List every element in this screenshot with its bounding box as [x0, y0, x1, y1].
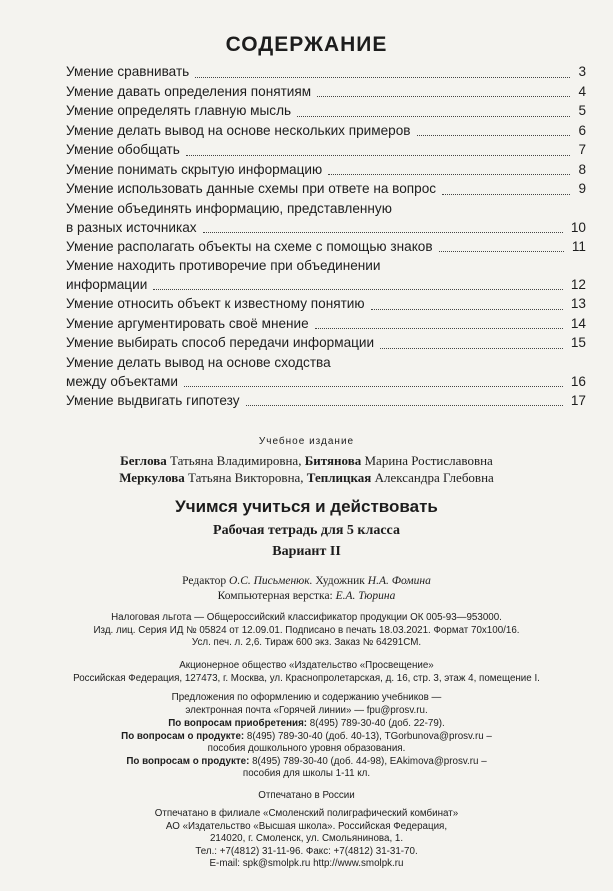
toc-entry — [66, 101, 586, 121]
toc-page-number: 14 — [570, 315, 586, 331]
toc-leader-dots — [195, 77, 570, 78]
artist-label: Художник — [315, 575, 365, 587]
publisher-line: Российская Федерация, 127473, г. Москва, ул. Краснопролетарская, д. 16, стр. 3, этаж 4, помещение I. — [73, 672, 540, 684]
toc-leader-dots — [203, 232, 563, 233]
tax-line: Изд. лиц. Серия ИД № 05824 от 12.09.01. Подписано в печать 18.03.2021. Формат 70x100/16. — [93, 624, 520, 636]
printer-line: АО «Издательство «Высшая школа». Российская Федерация, — [165, 820, 448, 832]
toc-entry-text: в разных источниках — [66, 219, 197, 235]
toc-leader-dots — [371, 309, 563, 310]
toc-entry-text: Умение делать вывод на основе нескольких примеров — [66, 122, 411, 138]
toc-entry-text: Умение аргументировать своё мнение — [66, 315, 309, 331]
proposals-line: электронная почта «Горячей линии» — fpu@prosv.ru. — [185, 704, 428, 716]
toc-page-number: 3 — [578, 64, 586, 79]
toc-entry-text: Умение объединять информацию, представленную — [66, 200, 392, 216]
author-last-name: Меркулова — [119, 470, 185, 485]
author-first-name: Марина Ростиславовна — [364, 453, 493, 468]
toc-leader-dots — [328, 174, 570, 175]
toc-page-number: 13 — [570, 296, 586, 311]
artist-name: Н.А. Фомина — [367, 575, 431, 587]
toc-entry-text: Умение обобщать — [66, 142, 180, 157]
toc-leader-dots — [439, 251, 564, 252]
toc-leader-dots — [442, 194, 570, 195]
toc-entry — [66, 294, 586, 314]
toc-leader-dots — [186, 155, 571, 156]
toc-entry-text: Умение относить объект к известному понятию — [66, 296, 365, 311]
toc-entry-text: Умение располагать объекты на схеме с помощью знаков — [66, 238, 433, 254]
toc-page-number: 7 — [578, 142, 586, 157]
book-variant: Вариант II — [272, 544, 341, 559]
printer-line: 214020, г. Смоленск, ул. Смольянинова, 1. — [209, 833, 404, 844]
toc-entry-text: Умение выбирать способ передачи информации — [66, 335, 375, 350]
toc-page-number: 12 — [570, 277, 586, 292]
product-label: По вопросам о продукте: — [126, 755, 250, 767]
author-first-name: Татьяна Владимировна, — [170, 453, 302, 468]
toc-page-number: 15 — [570, 335, 586, 350]
purchase-phone: 8(495) 789-30-40 (доб. 22-79). — [309, 718, 445, 729]
toc-entry-text: Умение определять главную мысль — [66, 103, 292, 118]
toc-leader-dots — [184, 386, 563, 387]
toc-entry-text: Умение использовать данные схемы при ответе на вопрос — [66, 181, 437, 196]
toc-entry — [66, 140, 586, 160]
toc-entry-text: Умение давать определения понятиям — [66, 83, 312, 99]
toc-page-number: 17 — [570, 392, 586, 408]
publisher-line: Акционерное общество «Издательство «Просвещение» — [179, 660, 434, 671]
layout-label: Компьютерная верстка: — [217, 590, 333, 602]
tax-line: Усл. печ. л. 2,6. Тираж 600 экз. Заказ № 64291СМ. — [191, 637, 422, 648]
contacts-info — [0, 718, 613, 781]
toc-entry-text: Умение делать вывод на основе сходства — [66, 354, 331, 370]
toc-leader-dots — [153, 289, 563, 290]
product-note: пособия для школы 1-11 кл. — [242, 768, 371, 779]
author-last-name: Битянова — [304, 453, 362, 468]
product-label: По вопросам о продукте: — [121, 730, 245, 742]
purchase-label: По вопросам приобретения: — [168, 718, 308, 729]
toc-page-number: 5 — [578, 103, 586, 118]
book-title: Учимся учиться и действовать — [175, 497, 438, 516]
proposals-info — [0, 692, 613, 717]
author-last-name: Беглова — [120, 453, 167, 468]
toc-entry-text: Умение выдвигать гипотезу — [66, 392, 240, 408]
toc-entry — [66, 121, 586, 141]
toc-leader-dots — [297, 116, 570, 117]
toc-entry — [66, 199, 586, 237]
toc-entry — [66, 314, 586, 334]
toc-page-number: 11 — [571, 238, 586, 254]
publisher-info — [0, 660, 613, 685]
credits — [0, 574, 613, 604]
authors — [0, 452, 613, 486]
toc-entry-text: Умение находить противоречие при объединении — [66, 258, 381, 273]
toc-entry-text: Умение понимать скрытую информацию — [66, 161, 323, 177]
toc-entry — [66, 333, 586, 353]
toc-entry — [66, 160, 586, 180]
toc-page-number: 10 — [570, 219, 586, 235]
product-contact: 8(495) 789-30-40 (доб. 44-98), EAkimova@prosv.ru – — [252, 755, 487, 767]
layout-name: Е.А. Тюрина — [335, 590, 396, 602]
toc-leader-dots — [317, 96, 570, 97]
toc-entry — [66, 82, 586, 102]
toc-page-number: 8 — [578, 161, 586, 177]
toc-page-number: 9 — [578, 181, 586, 196]
toc-page-number: 16 — [570, 373, 586, 389]
toc-entry — [66, 391, 586, 411]
editor-name: О.С. Письменюк. — [229, 575, 313, 587]
table-of-contents — [66, 62, 586, 410]
author-first-name: Татьяна Викторовна, — [188, 470, 304, 485]
toc-leader-dots — [380, 348, 563, 349]
toc-page-number: 4 — [578, 83, 586, 99]
printed-in: Отпечатано в России — [258, 790, 355, 801]
edition-type: Учебное издание — [258, 436, 355, 447]
toc-entry-text: между объектами — [66, 373, 178, 389]
toc-entry — [66, 62, 586, 82]
proposals-line: Предложения по оформлению и содержанию учебников — — [171, 692, 442, 703]
tax-info — [0, 612, 613, 650]
tax-line: Налоговая льгота — Общероссийский классификатор продукции ОК 005-93—953000. — [111, 612, 502, 623]
printer-line: Тел.: +7(4812) 31-11-96. Факс: +7(4812) 31-31-70. — [195, 845, 418, 857]
author-last-name: Теплицкая — [306, 470, 372, 485]
product-note: пособия дошкольного уровня образования. — [207, 743, 406, 754]
toc-entry — [66, 256, 586, 294]
toc-leader-dots — [246, 405, 563, 406]
toc-entry-text: информации — [66, 277, 148, 292]
toc-entry — [66, 353, 586, 391]
toc-entry — [66, 179, 586, 199]
printer-line: E-mail: spk@smolpk.ru http://www.smolpk.ru — [209, 858, 404, 869]
toc-entry-text: Умение сравнивать — [66, 64, 190, 79]
toc-leader-dots — [417, 135, 571, 136]
printer-line: Отпечатано в филиале «Смоленский полиграфический комбинат» — [154, 808, 459, 819]
author-first-name: Александра Глебовна — [374, 470, 494, 485]
toc-leader-dots — [315, 328, 563, 329]
editor-label: Редактор — [182, 575, 227, 587]
toc-page-number: 6 — [578, 122, 586, 138]
printer-info — [0, 808, 613, 871]
product-contact: 8(495) 789-30-40 (доб. 40-13), TGorbunova@prosv.ru – — [246, 730, 492, 742]
toc-entry — [66, 237, 586, 257]
book-subtitle: Рабочая тетрадь для 5 класса — [213, 523, 400, 538]
page-title: СОДЕРЖАНИЕ — [225, 33, 388, 56]
